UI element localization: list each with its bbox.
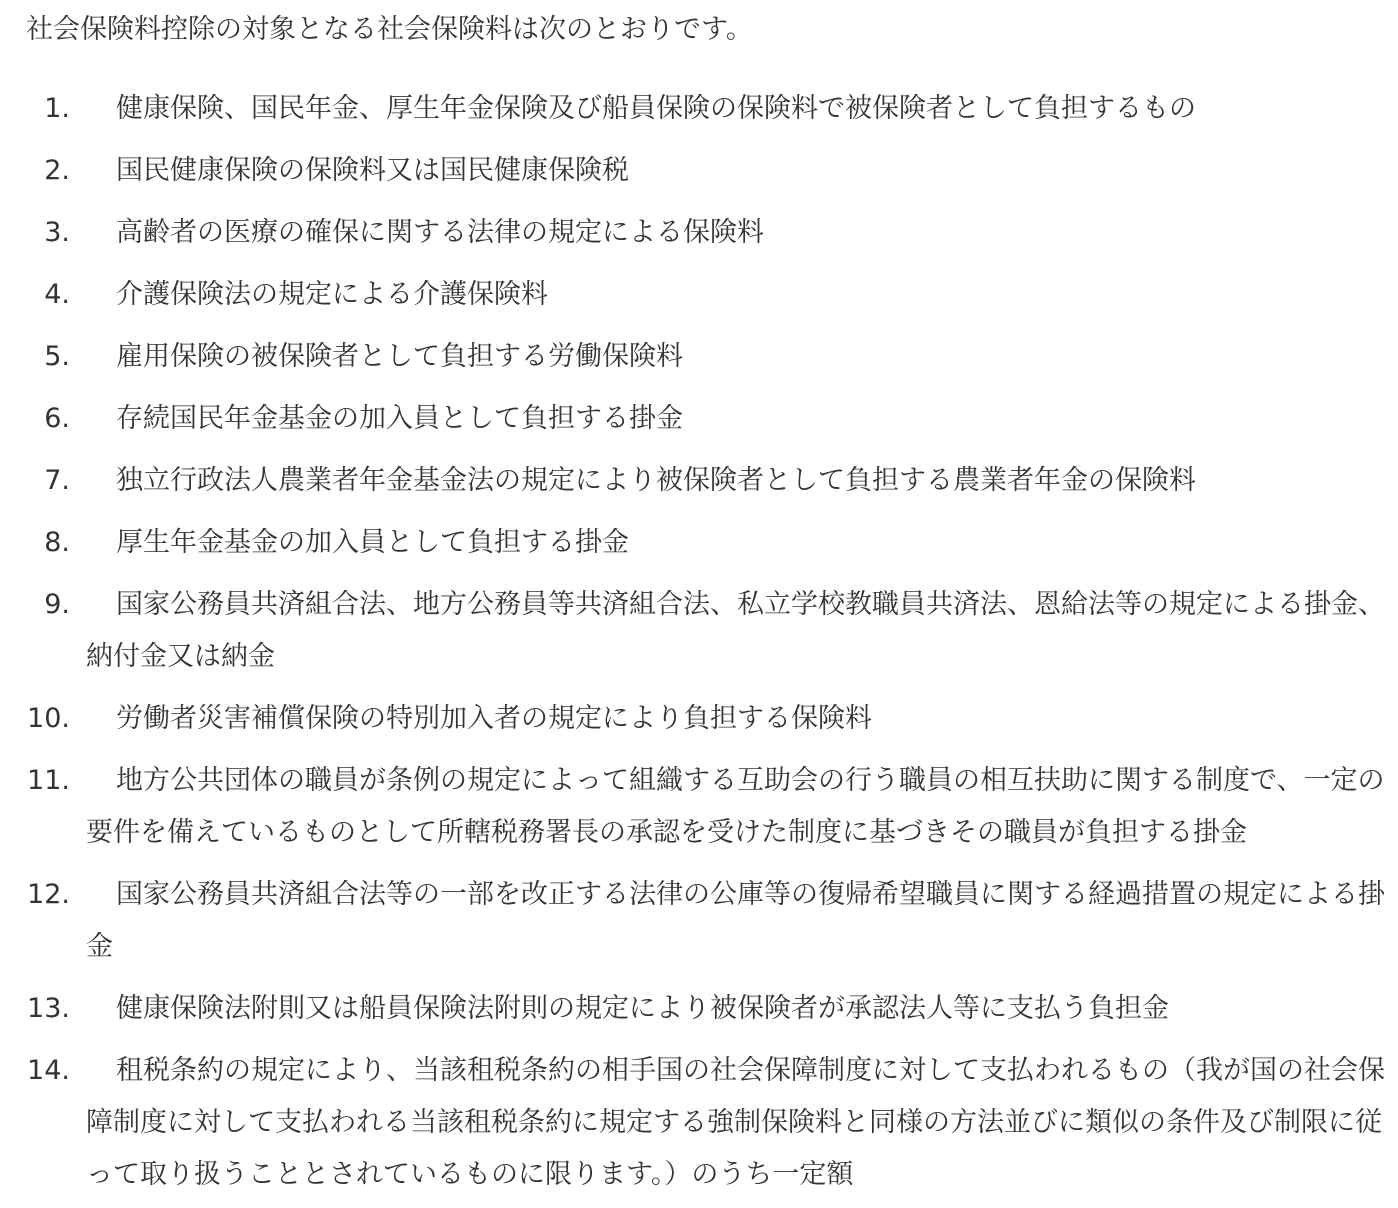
list-item	[26, 455, 1398, 507]
intro-paragraph: 社会保険料控除の対象となる社会保険料は次のとおりです。	[26, 14, 753, 45]
list-item	[26, 869, 1398, 973]
item-number: 1.	[44, 93, 70, 124]
item-text: 租税条約の規定により、当該租税条約の相手国の社会保障制度に対して支払われるもの（我が国の社会保障制度に対して支払われる当該租税条約に規定する強制保険料と同様の方法並びに類似の条件及び制限に従って取り扱うこととされているものに限ります。）のうち一定額	[86, 1055, 1385, 1190]
insurance-items-list	[26, 83, 1398, 1201]
item-text: 雇用保険の被保険者として負担する労働保険料	[116, 341, 683, 372]
item-number: 2.	[44, 155, 70, 186]
item-text: 高齢者の医療の確保に関する法律の規定による保険料	[116, 217, 764, 248]
item-number: 6.	[44, 403, 70, 434]
item-number: 13.	[27, 993, 70, 1024]
list-item	[26, 1045, 1398, 1201]
item-text: 健康保険、国民年金、厚生年金保険及び船員保険の保険料で被保険者として負担するもの	[116, 93, 1196, 124]
list-item	[26, 269, 1398, 321]
item-text: 健康保険法附則又は船員保険法附則の規定により被保険者が承認法人等に支払う負担金	[116, 993, 1169, 1024]
item-number: 14.	[27, 1055, 70, 1086]
item-text: 国家公務員共済組合法等の一部を改正する法律の公庫等の復帰希望職員に関する経過措置の規定による掛金	[86, 879, 1385, 962]
item-text: 介護保険法の規定による介護保険料	[116, 279, 548, 310]
item-number: 10.	[27, 703, 70, 734]
list-item	[26, 579, 1398, 683]
item-text: 労働者災害補償保険の特別加入者の規定により負担する保険料	[116, 703, 872, 734]
item-text: 独立行政法人農業者年金基金法の規定により被保険者として負担する農業者年金の保険料	[116, 465, 1196, 496]
list-item	[26, 693, 1398, 745]
list-item	[26, 145, 1398, 197]
list-item	[26, 755, 1398, 859]
item-number: 12.	[27, 879, 70, 910]
item-number: 5.	[44, 341, 70, 372]
item-text: 厚生年金基金の加入員として負担する掛金	[116, 527, 629, 558]
item-number: 7.	[44, 465, 70, 496]
item-number: 9.	[44, 589, 70, 620]
item-number: 11.	[27, 765, 70, 796]
list-item	[26, 393, 1398, 445]
item-number: 4.	[44, 279, 70, 310]
item-number: 8.	[44, 527, 70, 558]
list-item	[26, 517, 1398, 569]
list-item	[26, 83, 1398, 135]
item-text: 国家公務員共済組合法、地方公務員等共済組合法、私立学校教職員共済法、恩給法等の規定による掛金、納付金又は納金	[86, 589, 1385, 672]
item-text: 国民健康保険の保険料又は国民健康保険税	[116, 155, 629, 186]
item-text: 存続国民年金基金の加入員として負担する掛金	[116, 403, 683, 434]
list-item	[26, 983, 1398, 1035]
list-item	[26, 207, 1398, 259]
item-text: 地方公共団体の職員が条例の規定によって組織する互助会の行う職員の相互扶助に関する制度で、一定の要件を備えているものとして所轄税務署長の承認を受けた制度に基づきその職員が負担する掛金	[86, 765, 1385, 848]
item-number: 3.	[44, 217, 70, 248]
list-item	[26, 331, 1398, 383]
